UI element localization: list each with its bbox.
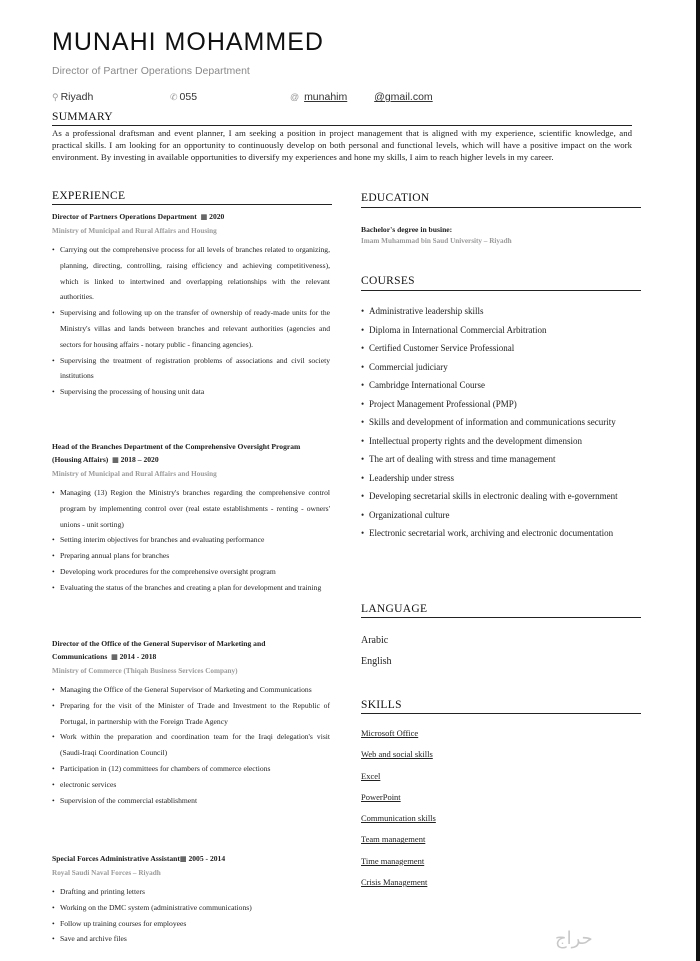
job-title: Director of the Office of the General Supervisor of Marketing and Communications	[52, 639, 266, 661]
job-title-line	[52, 210, 330, 224]
education-university: Imam Muhammad bin Saud University – Riyadh	[361, 237, 512, 245]
calendar-icon: ▦	[200, 213, 208, 221]
skills-heading: SKILLS	[361, 699, 402, 711]
job-entry-3	[52, 637, 330, 808]
list-item: • electronic services	[52, 777, 330, 793]
list-item: • Managing (13) Region the Ministry's branches regarding the comprehensive control program by implementing control over (real estate establishments - renting - owners' unions - unit sorting)	[52, 485, 330, 532]
language-list	[361, 630, 392, 672]
calendar-icon: ▦	[112, 456, 119, 464]
courses-heading: COURSES	[361, 275, 415, 287]
job-dates: 2020	[209, 212, 225, 221]
list-item: • Organizational culture	[361, 506, 653, 525]
list-item: • Supervising and following up on the transfer of ownership of ready-made units for the Ministry's villas and lands between branches and relevant authorities (agencies and sectors for housing affairs - notary public - financing agencies).	[52, 305, 330, 352]
list-item: • Preparing for the visit of the Minister of Trade and Investment to the Republic of Portugal, in partnership with the Foreign Trade Agency	[52, 698, 330, 730]
list-item: • Follow up training courses for employees	[52, 916, 330, 932]
job-bullets	[52, 682, 330, 808]
list-item: • Participation in (12) committees for chambers of commerce elections	[52, 761, 330, 777]
job-org: Ministry of Municipal and Rural Affairs and Housing	[52, 227, 217, 235]
skill-item: Team management	[361, 834, 426, 845]
job-title-line	[52, 637, 330, 664]
education-entry	[361, 224, 651, 247]
list-item: • Supervision of the commercial establishment	[52, 793, 330, 809]
language-rule	[361, 617, 641, 618]
contact-email[interactable]	[290, 91, 433, 103]
job-bullets	[52, 884, 330, 947]
location-pin-icon: ⚲	[52, 92, 59, 102]
job-dates: 2005 - 2014	[188, 854, 226, 863]
skills-rule	[361, 713, 641, 714]
job-dates: 2018 – 2020	[120, 455, 159, 464]
language-heading: LANGUAGE	[361, 603, 428, 615]
summary-rule	[52, 125, 632, 126]
list-item: • Managing the Office of the General Supervisor of Marketing and Communications	[52, 682, 330, 698]
email-icon: @	[290, 92, 300, 102]
calendar-icon: ▦	[179, 855, 187, 863]
experience-rule	[52, 204, 332, 205]
phone-icon: ✆	[170, 92, 178, 102]
list-item: • Setting interim objectives for branches and evaluating performance	[52, 532, 330, 548]
job-org: Ministry of Municipal and Rural Affairs and Housing	[52, 470, 217, 478]
job-subtitle: Director of Partner Operations Department	[52, 65, 250, 77]
list-item: • Skills and development of information and communications security	[361, 413, 653, 432]
job-title: Special Forces Administrative Assistant	[52, 854, 180, 863]
list-item: • The art of dealing with stress and time management	[361, 450, 653, 469]
job-entry-1	[52, 210, 330, 400]
list-item: • Drafting and printing letters	[52, 884, 330, 900]
email-user[interactable]: munahim	[304, 91, 348, 103]
skill-item: Microsoft Office	[361, 728, 419, 738]
list-item: • Developing work procedures for the comprehensive oversight program	[52, 564, 330, 580]
list-item: • Working on the DMC system (administrative communications)	[52, 900, 330, 916]
summary-heading: SUMMARY	[52, 111, 113, 123]
list-item: • Diploma in International Commercial Arbitration	[361, 321, 653, 340]
education-degree: Bachelor's degree in busine:	[361, 225, 453, 234]
job-title-line	[52, 440, 330, 467]
job-org: Royal Saudi Naval Forces – Riyadh	[52, 869, 161, 877]
email-domain[interactable]: @gmail.com	[374, 91, 433, 103]
list-item: • Carrying out the comprehensive process for all levels of branches related to organizing, planning, directing, controlling, raising efficiency and achieving competitiveness), which is linked to intertwined and overlapping relationships with the relevant authorities.	[52, 242, 330, 305]
job-entry-4	[52, 852, 330, 947]
courses-list	[361, 302, 653, 543]
job-title-line	[52, 852, 330, 866]
language-item: English	[361, 656, 392, 667]
contact-phone	[170, 91, 197, 103]
list-item: • Intellectual property rights and the development dimension	[361, 432, 653, 451]
summary-text: As a professional draftsman and event planner, I am seeking a position in project management that is aligned with my experience, scientific knowledge, and practical skills. I am looking for an opportunity to continuously develop on both personal and functional levels, which will have a positive impact on the work environment. By investing in available opportunities to diversify my experiences and hone my skills, I aim to reach higher levels in my career.	[52, 128, 632, 163]
job-title: Head of the Branches Department of the Comprehensive Oversight Program (Housing Affairs)	[52, 442, 301, 464]
skill-item: PowerPoint	[361, 791, 401, 802]
contact-location	[52, 91, 93, 103]
job-entry-2	[52, 440, 330, 596]
list-item: • Certified Customer Service Professional	[361, 339, 653, 358]
education-heading: EDUCATION	[361, 192, 430, 204]
list-item: • Administrative leadership skills	[361, 302, 653, 321]
list-item: • Preparing annual plans for branches	[52, 548, 330, 564]
list-item: • Evaluating the status of the branches and creating a plan for development and training	[52, 580, 330, 596]
phone-text: 055	[179, 91, 198, 103]
courses-rule	[361, 290, 641, 291]
list-item: • Save and archive files	[52, 931, 330, 947]
skill-item: Communication skills	[361, 813, 436, 824]
list-item: • Leadership under stress	[361, 469, 653, 488]
list-item: • Supervising the processing of housing unit data	[52, 384, 330, 400]
watermark-logo: حراج	[555, 928, 593, 949]
education-rule	[361, 207, 641, 208]
skill-item: Crisis Management	[361, 877, 428, 888]
job-title: Director of Partners Operations Department	[52, 212, 197, 221]
location-text: Riyadh	[60, 91, 94, 103]
skills-list	[361, 723, 436, 893]
skill-item: Time management	[361, 855, 425, 866]
job-dates: 2014 - 2018	[119, 652, 157, 661]
calendar-icon: ▦	[111, 653, 118, 661]
skill-item: Web and social skills	[361, 749, 433, 760]
job-bullets	[52, 485, 330, 596]
job-bullets	[52, 242, 330, 400]
list-item: • Work within the preparation and coordination team for the Iraqi delegation's visit (Saudi-Iraqi Coordination Council)	[52, 729, 330, 761]
language-item: Arabic	[361, 635, 389, 646]
job-org: Ministry of Commerce (Thiqah Business Services Company)	[52, 667, 238, 675]
candidate-name: MUNAHI MOHAMMED	[52, 28, 324, 56]
list-item: • Commercial judiciary	[361, 358, 653, 377]
experience-heading: EXPERIENCE	[52, 190, 126, 202]
list-item: • Electronic secretarial work, archiving and electronic documentation	[361, 524, 653, 543]
list-item: • Project Management Professional (PMP)	[361, 395, 653, 414]
list-item: • Cambridge International Course	[361, 376, 653, 395]
list-item: • Developing secretarial skills in electronic dealing with e-government	[361, 487, 653, 506]
skill-item: Excel	[361, 770, 381, 781]
list-item: • Supervising the treatment of registration problems of associations and civil society institutions	[52, 353, 330, 385]
